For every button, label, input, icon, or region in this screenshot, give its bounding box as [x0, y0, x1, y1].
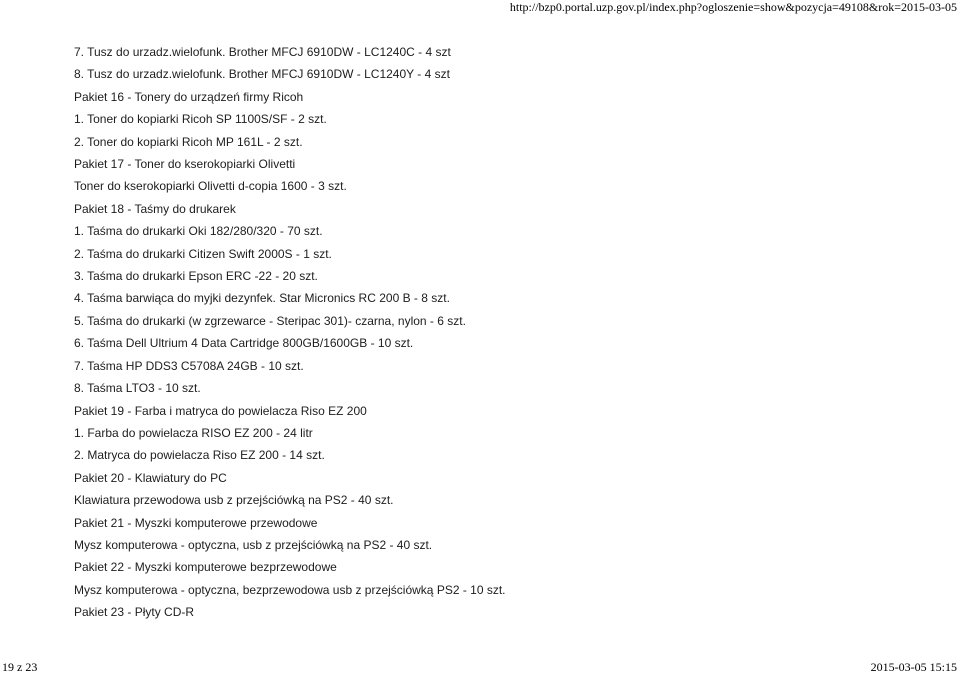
list-item: 2. Matryca do powielacza Riso EZ 200 - 14 szt. — [74, 448, 325, 463]
list-item: 1. Toner do kopiarki Ricoh SP 1100S/SF - 2 szt. — [74, 112, 327, 127]
list-item: 7. Tusz do urzadz.wielofunk. Brother MFCJ 6910DW - LC1240C - 4 szt — [74, 45, 451, 59]
list-item: 1. Taśma do drukarki Oki 182/280/320 - 70 szt. — [74, 224, 323, 239]
package-heading: Pakiet 22 - Myszki komputerowe bezprzewodowe — [74, 560, 337, 575]
list-item: 6. Taśma Dell Ultrium 4 Data Cartridge 800GB/1600GB - 10 szt. — [74, 336, 414, 351]
package-heading: Pakiet 21 - Myszki komputerowe przewodowe — [74, 515, 318, 530]
list-item: Klawiatura przewodowa usb z przejściówką na PS2 - 40 szt. — [74, 493, 394, 508]
print-timestamp: 2015-03-05 15:15 — [870, 660, 957, 674]
page-number: 19 z 23 — [2, 660, 38, 674]
package-heading: Pakiet 18 - Taśmy do drukarek — [74, 201, 236, 216]
print-header-url: http://bzp0.portal.uzp.gov.pl/index.php?ogloszenie=show&pozycja=49108&rok=2015-03-05 — [509, 0, 957, 14]
list-item: 8. Taśma LTO3 - 10 szt. — [74, 381, 201, 396]
list-item: Mysz komputerowa - optyczna, usb z przejściówką na PS2 - 40 szt. — [74, 537, 433, 552]
package-heading: Pakiet 16 - Tonery do urządzeń firmy Ricoh — [74, 89, 304, 104]
package-heading: Pakiet 19 - Farba i matryca do powielacza Riso EZ 200 — [74, 403, 367, 418]
package-heading: Pakiet 23 - Płyty CD-R — [74, 605, 195, 620]
list-item: 2. Taśma do drukarki Citizen Swift 2000S - 1 szt. — [74, 246, 332, 261]
list-item: 3. Taśma do drukarki Epson ERC -22 - 20 szt. — [74, 269, 318, 284]
list-item: 7. Taśma HP DDS3 C5708A 24GB - 10 szt. — [74, 358, 304, 373]
list-item: Toner do kserokopiarki Olivetti d-copia 1600 - 3 szt. — [74, 179, 347, 194]
list-item: 1. Farba do powielacza RISO EZ 200 - 24 litr — [74, 425, 313, 440]
package-heading: Pakiet 20 - Klawiatury do PC — [74, 470, 227, 485]
list-item: 4. Taśma barwiąca do myjki dezynfek. Star Micronics RC 200 B - 8 szt. — [74, 291, 450, 306]
list-item: 2. Toner do kopiarki Ricoh MP 161L - 2 szt. — [74, 134, 303, 149]
list-item: Mysz komputerowa - optyczna, bezprzewodowa usb z przejściówką PS2 - 10 szt. — [74, 582, 506, 597]
list-item: 5. Taśma do drukarki (w zgrzewarce - Steripac 301)- czarna, nylon - 6 szt. — [74, 313, 466, 328]
package-heading: Pakiet 17 - Toner do kserokopiarki Olivetti — [74, 157, 296, 172]
list-item: 8. Tusz do urzadz.wielofunk. Brother MFCJ 6910DW - LC1240Y - 4 szt — [74, 67, 450, 82]
document-body — [74, 41, 934, 624]
